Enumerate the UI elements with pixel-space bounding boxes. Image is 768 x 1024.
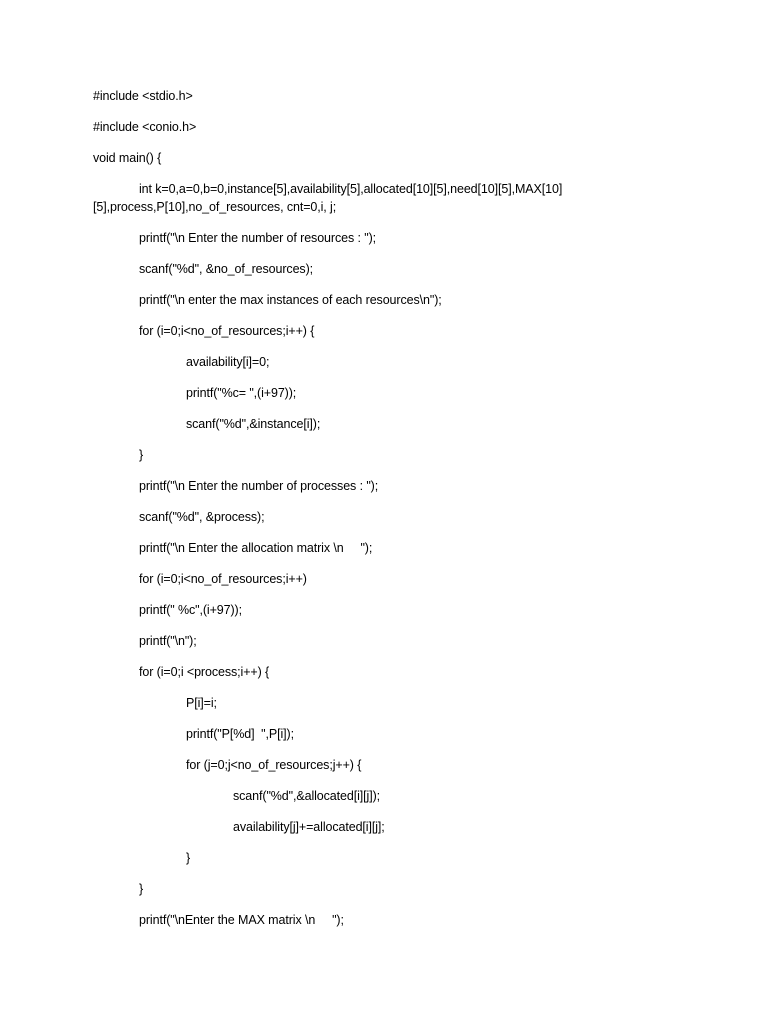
code-line-scanf-process: scanf("%d", &process);: [139, 510, 265, 524]
code-line-printf-process: printf("P[%d] ",P[i]);: [186, 727, 294, 741]
code-line-availability-reset: availability[i]=0;: [186, 355, 270, 369]
code-line-scanf-allocated: scanf("%d",&allocated[i][j]);: [233, 789, 381, 803]
code-line-declarations: int k=0,a=0,b=0,instance[5],availability[5],allocated[10][5],need[10][5],MAX[10]: [139, 182, 563, 196]
code-line-for-resources: for (i=0;i<no_of_resources;i++) {: [139, 324, 315, 338]
code-line-printf-newline: printf("\n");: [139, 634, 197, 648]
code-line-printf-char: printf("%c= ",(i+97));: [186, 386, 297, 400]
code-line-for-allocation: for (j=0;j<no_of_resources;j++) {: [186, 758, 362, 772]
code-line-scanf-instance: scanf("%d",&instance[i]);: [186, 417, 321, 431]
code-line-scanf-resources: scanf("%d", &no_of_resources);: [139, 262, 314, 276]
code-line-printf-header-char: printf(" %c",(i+97));: [139, 603, 242, 617]
code-line-assign-process: P[i]=i;: [186, 696, 217, 710]
code-line-for-process: for (i=0;i <process;i++) {: [139, 665, 270, 679]
code-line-include-conio: #include <conio.h>: [93, 120, 197, 134]
code-line-declarations-continued: [5],process,P[10],no_of_resources, cnt=0,i, j;: [93, 200, 337, 214]
code-line-close-inner-brace: }: [186, 851, 191, 865]
code-line-printf-max-matrix: printf("\nEnter the MAX matrix \n ");: [139, 913, 344, 927]
code-line-printf-processes: printf("\n Enter the number of processes : ");: [139, 479, 379, 493]
code-line-printf-allocation: printf("\n Enter the allocation matrix \n ");: [139, 541, 373, 555]
code-line-availability-sum: availability[j]+=allocated[i][j];: [233, 820, 385, 834]
code-line-include-stdio: #include <stdio.h>: [93, 89, 193, 103]
code-line-printf-max-instances: printf("\n enter the max instances of each resources\n");: [139, 293, 442, 307]
code-line-main-signature: void main() {: [93, 151, 162, 165]
code-line-close-outer-brace: }: [139, 882, 144, 896]
code-line-close-brace: }: [139, 448, 144, 462]
code-line-for-header: for (i=0;i<no_of_resources;i++): [139, 572, 307, 586]
code-line-printf-resources: printf("\n Enter the number of resources : ");: [139, 231, 377, 245]
